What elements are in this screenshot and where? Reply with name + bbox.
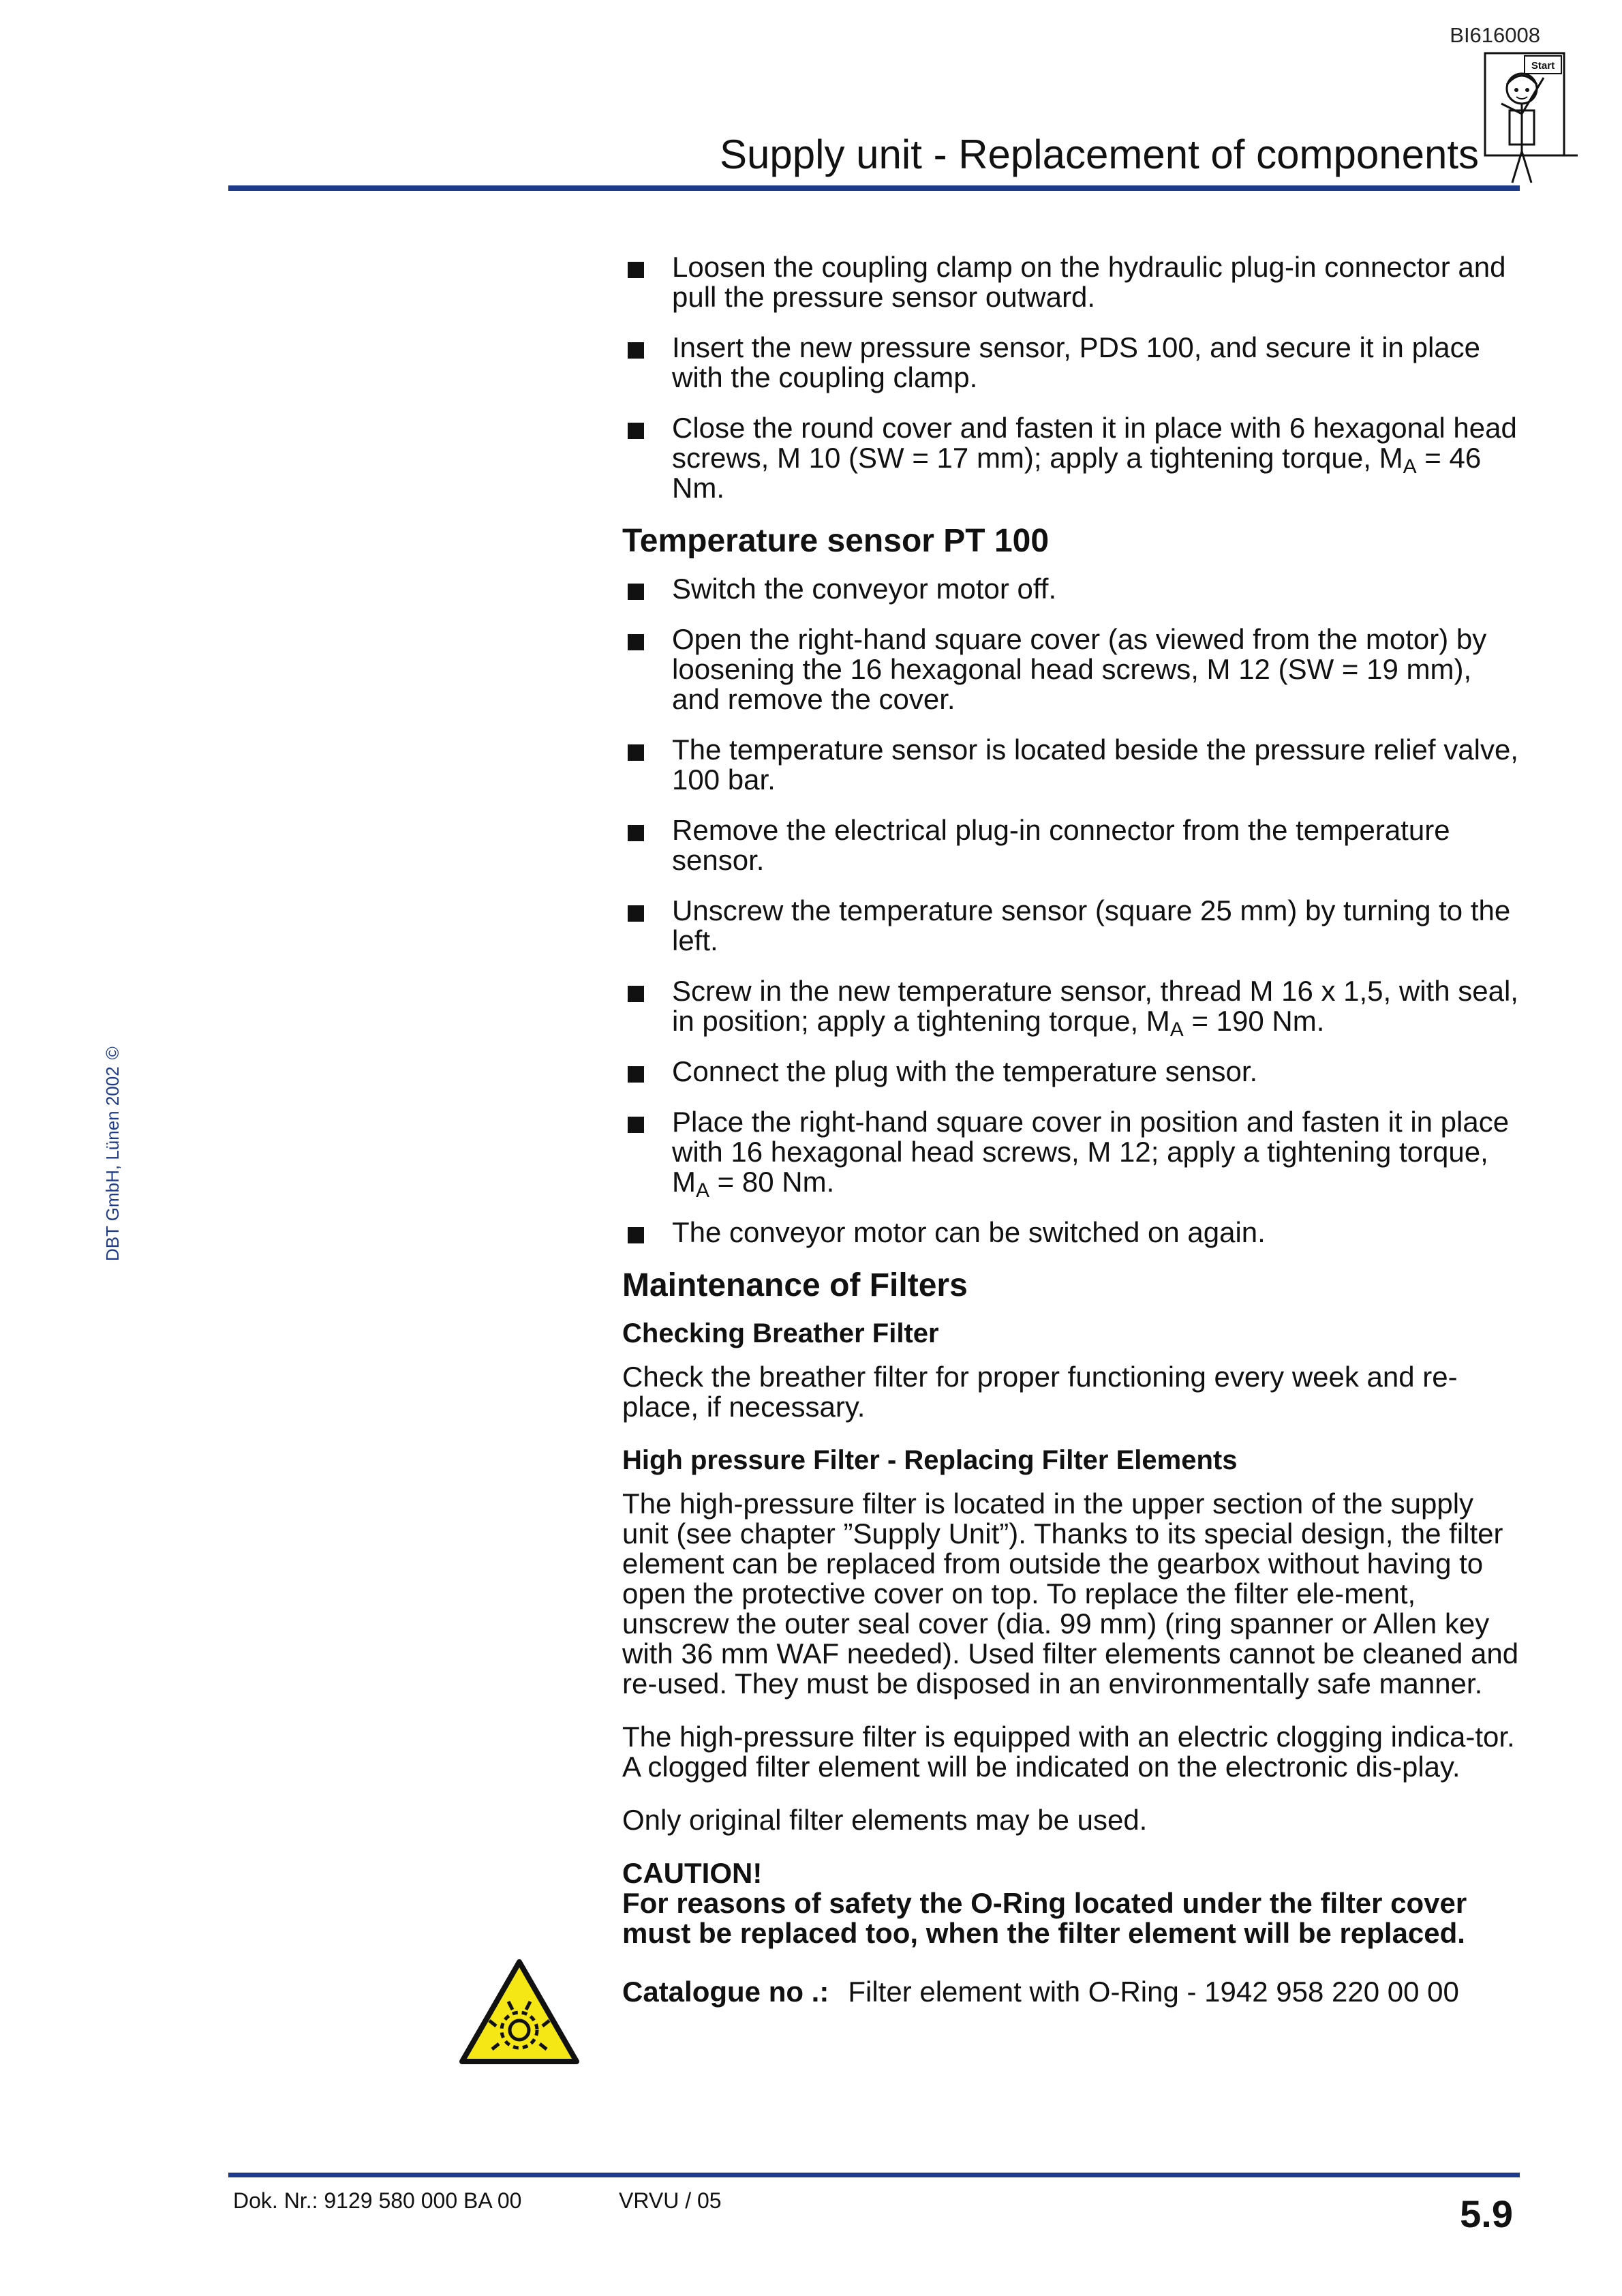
main-content: [622, 252, 1522, 2007]
logo-label: Start: [1531, 60, 1555, 72]
list-item: Connect the plug with the temperature sensor.: [622, 1057, 1522, 1087]
list-item: The temperature sensor is located beside the pressure relief valve, 100 bar.: [622, 735, 1522, 795]
temperature-steps: [622, 574, 1522, 1248]
section-heading-temperature: Temperature sensor PT 100: [622, 523, 1050, 559]
start-figure-logo: [1482, 49, 1578, 185]
clogging-indicator-paragraph: The high-pressure filter is equipped with an electric clogging indica-tor. A clogged filter element will be indicated on the electronic dis-play.: [622, 1721, 1515, 1783]
copyright-symbol: ©: [102, 1046, 123, 1060]
subheading-high-pressure: High pressure Filter - Replacing Filter Elements: [622, 1445, 1238, 1475]
list-item: Screw in the new temperature sensor, thread M 16 x 1,5, with seal, in position; apply a tightening torque, $M_A = 190$ Nm.: [622, 976, 1522, 1036]
document-number: Dok. Nr.: 9129 580 000 BA 00: [233, 2188, 522, 2213]
footer-rule: [228, 2173, 1520, 2177]
high-pressure-paragraph: The high-pressure filter is located in the upper section of the supply unit (see chapter ”Supply Unit”). Thanks to its special design, the filter element can be replaced from outside the gearbox without having to open the protective cover on top. To replace the filter ele-ment, unscrew the outer seal cover (dia. 99 mm) (ring spanner or Allen key with 36 mm WAF needed). Used filter elements cannot be cleaned and re-used. They must be disposed in an environmentally safe manner.: [622, 1487, 1519, 1700]
page-title: Supply unit - Replacement of components: [720, 132, 1479, 177]
list-item: Insert the new pressure sensor, PDS 100, and secure it in place with the coupling clamp.: [622, 333, 1522, 393]
catalogue-line: [622, 1977, 1522, 2007]
document-version: VRVU / 05: [619, 2188, 722, 2213]
catalogue-label: Catalogue no .:: [622, 1976, 829, 2008]
page-number: 5.9: [1460, 2192, 1513, 2235]
list-item: Place the right-hand square cover in position and fasten it in place with 16 hexagonal head screws, M 12; apply a tightening torque, $M_A = 80$ Nm.: [622, 1107, 1522, 1197]
list-item: Remove the electrical plug-in connector from the temperature sensor.: [622, 815, 1522, 875]
intro-steps: [622, 252, 1522, 503]
list-item: Switch the conveyor motor off.: [622, 574, 1522, 604]
copyright-text: DBT GmbH, Lünen 2002: [102, 1066, 123, 1261]
breather-text: Check the breather filter for proper functioning every week and re-place, if necessary.: [622, 1361, 1458, 1423]
list-item: The conveyor motor can be switched on again.: [622, 1218, 1522, 1248]
caution-title: CAUTION!: [622, 1857, 763, 1889]
document-id: BI616008: [1450, 23, 1540, 47]
section-heading-filters: Maintenance of Filters: [622, 1267, 968, 1303]
machinery-warning-icon: [458, 1958, 581, 2067]
caution-text: For reasons of safety the O-Ring located under the filter cover must be replaced too, when the filter element will be replaced.: [622, 1887, 1467, 1949]
caution-block: [622, 1858, 1522, 1948]
original-elements-note: Only original filter elements may be used.: [622, 1804, 1148, 1836]
catalogue-value: Filter element with O-Ring - 1942 958 220 00 00: [848, 1976, 1459, 2008]
subheading-breather: Checking Breather Filter: [622, 1318, 939, 1348]
copyright-notice: [102, 1046, 123, 1261]
list-item: Open the right-hand square cover (as viewed from the motor) by loosening the 16 hexagonal head screws, M 12 (SW = 19 mm), and remove the cover.: [622, 624, 1522, 714]
header-rule: [228, 185, 1520, 191]
list-item: Close the round cover and fasten it in place with 6 hexagonal head screws, M 10 (SW = 17 mm); apply a tightening torque, $M_A = 46$ Nm.: [622, 413, 1522, 503]
list-item: Unscrew the temperature sensor (square 25 mm) by turning to the left.: [622, 896, 1522, 956]
list-item: Loosen the coupling clamp on the hydraulic plug-in connector and pull the pressure sensor outward.: [622, 252, 1522, 312]
